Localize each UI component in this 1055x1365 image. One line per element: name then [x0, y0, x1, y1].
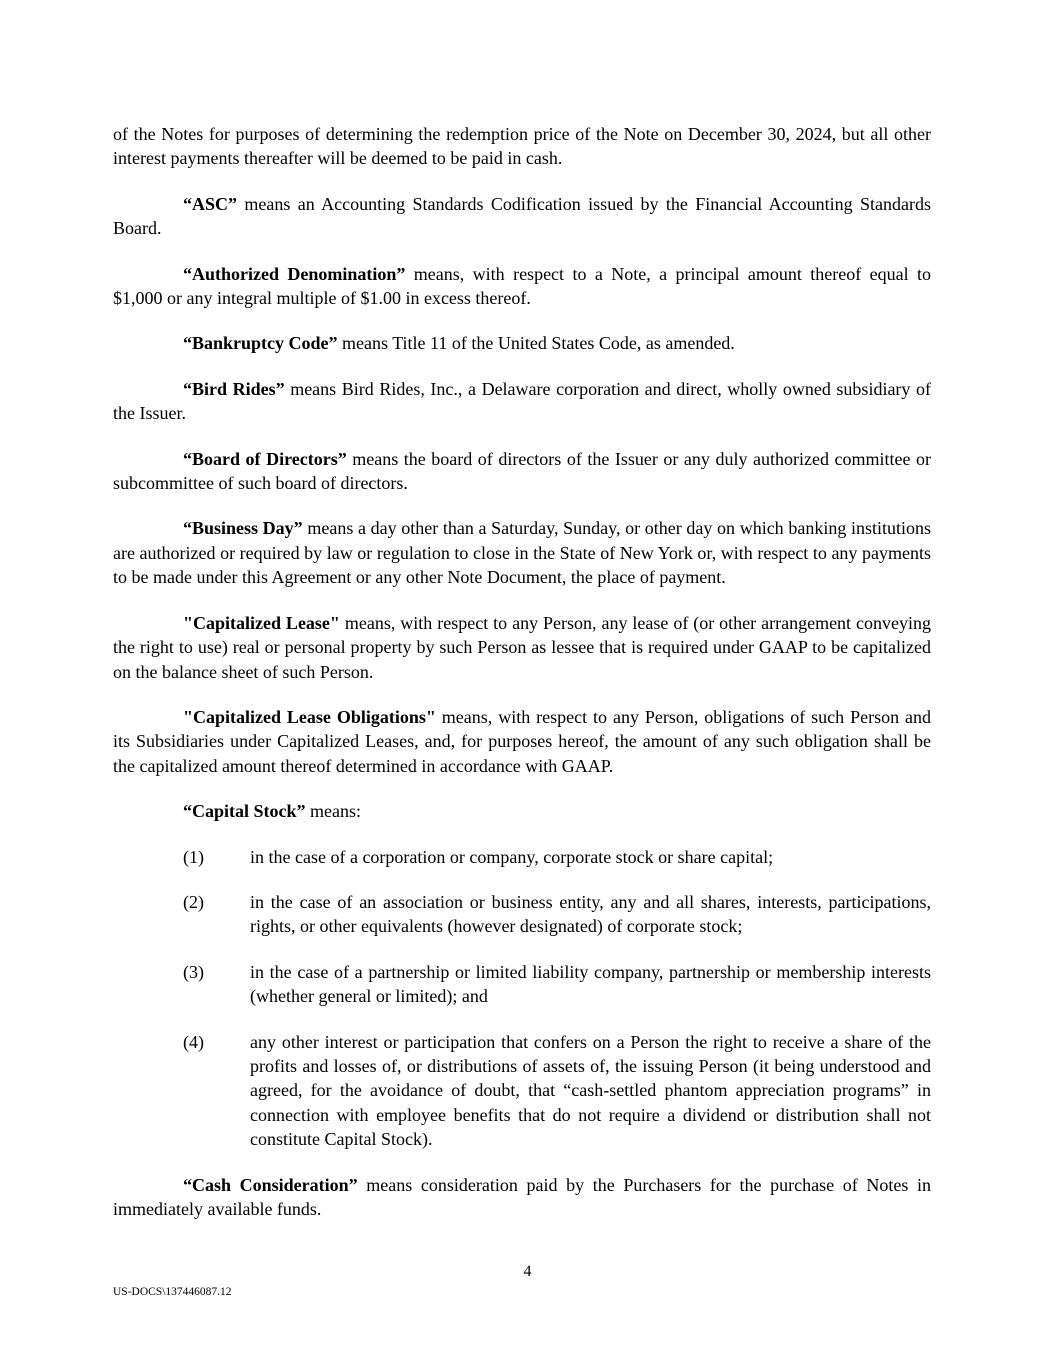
paragraph: [113, 611, 931, 684]
defined-term: “Bankruptcy Code”: [183, 333, 338, 354]
paragraph: [113, 331, 931, 355]
text-run: of the Notes for purposes of determining the redemption price of the Note on December 30, 2024, but all other interest payments thereafter will be deemed to be paid in cash.: [113, 124, 931, 169]
list-item: [113, 845, 931, 869]
text-run: means Title 11 of the United States Code, as amended.: [337, 333, 735, 354]
paragraph: [113, 516, 931, 589]
text-run: means the board of directors of the Issuer or any duly authorized committee or subcommittee of such board of directors.: [113, 448, 931, 494]
footer-doc-id: US-DOCS\137446087.12: [113, 1286, 232, 1298]
paragraph: [113, 447, 931, 496]
paragraph: [113, 262, 931, 311]
paragraph: [113, 1173, 931, 1222]
text-run: any other interest or participation that confers on a Person the right to receive a share of the profits and losses of, or distributions of assets of, the issuing Person (it being understood and agreed, for the avoidance of doubt, that “cash-settled phantom appreciation programs” in connection with employee benefits that do not require a dividend or distribution shall not constitute Capital Stock).: [250, 1031, 931, 1150]
defined-term: “Cash Consideration”: [183, 1174, 358, 1195]
list-item-number: (1): [183, 846, 204, 867]
defined-term: “Bird Rides”: [183, 378, 285, 399]
list-item-number: (4): [183, 1031, 204, 1052]
text-run: means Bird Rides, Inc., a Delaware corporation and direct, wholly owned subsidiary of the Issuer.: [113, 378, 932, 424]
paragraph: [113, 705, 931, 778]
defined-term: “Authorized Denomination”: [183, 263, 406, 284]
list-item-number: (2): [183, 891, 204, 912]
paragraph: [113, 799, 931, 823]
text-run: means:: [305, 801, 362, 822]
defined-term: “ASC”: [183, 193, 238, 214]
text-run: means, with respect to any Person, any lease of (or other arrangement conveying the right to use) real or personal property by such Person as lessee that is required under GAAP to be capitalized on the balance sheet of such Person.: [113, 612, 931, 682]
paragraph: [113, 122, 931, 171]
text-run: in the case of a corporation or company, corporate stock or share capital;: [250, 846, 774, 867]
list-item: [113, 890, 931, 939]
list-item: [113, 1030, 931, 1152]
defined-term: “Capital Stock”: [183, 801, 306, 822]
page-number: 4: [523, 1263, 532, 1280]
list-item-number: (3): [183, 961, 204, 982]
paragraph: [113, 377, 931, 426]
defined-term: “Board of Directors”: [183, 448, 347, 469]
text-run: means a day other than a Saturday, Sunday, or other day on which banking institutions are authorized or required by law or regulation to close in the State of New York or, with respect to any payments to be made under this Agreement or any other Note Document, the place of payment.: [113, 518, 931, 588]
defined-term: "Capitalized Lease": [183, 612, 340, 633]
text-run: means, with respect to a Note, a principal amount thereof equal to $1,000 or any integral multiple of $1.00 in excess thereof.: [113, 263, 931, 309]
text-run: means consideration paid by the Purchasers for the purchase of Notes in immediately available funds.: [113, 1174, 931, 1219]
defined-term: "Capitalized Lease Obligations": [183, 706, 436, 727]
text-run: means, with respect to any Person, obligations of such Person and its Subsidiaries under Capitalized Leases, and, for purposes hereof, the amount of any such obligation shall be the capitalized amount thereof determined in accordance with GAAP.: [113, 706, 931, 776]
document-body: [113, 122, 931, 1242]
text-run: means an Accounting Standards Codification issued by the Financial Accounting Standards Board.: [113, 193, 931, 239]
defined-term: “Business Day”: [183, 518, 303, 539]
text-run: in the case of a partnership or limited liability company, partnership or membership interests (whether general or limited); and: [250, 961, 931, 1007]
text-run: in the case of an association or business entity, any and all shares, interests, participations, rights, or other equivalents (however designated) of corporate stock;: [250, 891, 931, 937]
list-item: [113, 960, 931, 1009]
paragraph: [113, 192, 931, 241]
